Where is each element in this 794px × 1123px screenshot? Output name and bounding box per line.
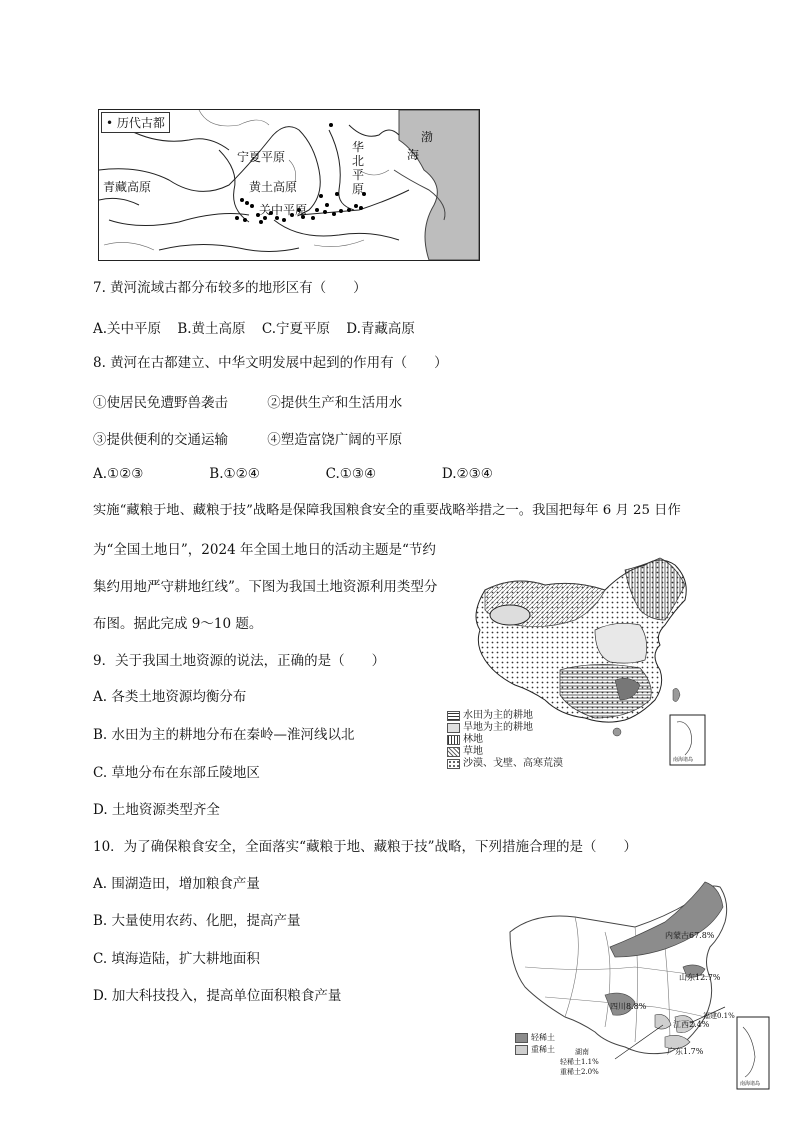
q8-option-d[interactable]: D.②③④ <box>441 466 493 482</box>
label-bohai <box>407 128 434 164</box>
legend-desert <box>447 758 563 770</box>
q8-item-3: ③提供便利的交通运输 <box>93 432 228 448</box>
grassland-swatch <box>447 747 460 757</box>
q7-option-d[interactable]: D.青藏高原 <box>346 321 415 337</box>
q7-options <box>93 317 415 337</box>
legend-ancient-capital: 历代古都 <box>116 116 165 130</box>
label-huabei-plain <box>352 140 364 196</box>
forest-swatch <box>447 735 460 745</box>
q7-option-a[interactable]: A.关中平原 <box>93 321 162 337</box>
q7-option-b[interactable]: B.黄土高原 <box>177 321 246 337</box>
legend-dryland <box>447 722 563 734</box>
q9-stem: 9．关于我国土地资源的说法，正确的是（ ） <box>93 653 386 669</box>
huabei-char-1: 华 <box>352 140 365 154</box>
label-hunan: 湖南 <box>575 1048 589 1056</box>
q7-option-c[interactable]: C.宁夏平原 <box>261 321 330 337</box>
bohai-char-2: 海 <box>407 148 420 162</box>
legend-forest <box>447 734 563 746</box>
legend-paddy-label: 水田为主的耕地 <box>463 710 533 721</box>
q9-option-b[interactable]: B. 水田为主的耕地分布在秦岭—淮河线以北 <box>93 727 355 743</box>
map2-legend <box>447 710 563 770</box>
map3-legend <box>515 1032 555 1056</box>
q8-stem: 8. 黄河在古都建立、中华文明发展中起到的作用有（ ） <box>93 355 448 371</box>
q8-option-a[interactable]: A.①②③ <box>93 466 144 482</box>
intro-line-3: 集约用地严守耕地红线”。下图为我国土地资源利用类型分 <box>93 579 438 595</box>
legend-grassland <box>447 746 563 758</box>
label-qinghai-plateau: 青藏高原 <box>103 180 152 194</box>
yellow-river-capitals-map <box>98 109 480 261</box>
label-fujian: 福建0.1% <box>703 1012 735 1020</box>
rare-earth-map <box>505 877 770 1092</box>
q8-options <box>93 466 493 482</box>
intro-line-4: 布图。据此完成 9～10 题。 <box>93 616 263 632</box>
legend-grassland-label: 草地 <box>463 746 483 757</box>
q8-option-b[interactable]: B.①②④ <box>209 466 260 482</box>
label-shandong: 山东12.7% <box>679 973 721 982</box>
huabei-char-4: 原 <box>352 182 365 196</box>
q10-option-c[interactable]: C. 填海造陆，扩大耕地面积 <box>93 951 260 967</box>
q10-option-b[interactable]: B. 大量使用农药、化肥，提高产量 <box>93 913 301 929</box>
q10-option-d[interactable]: D. 加大科技投入，提高单位面积粮食产量 <box>93 988 342 1004</box>
q8-option-c[interactable]: C.①③④ <box>325 466 377 482</box>
heavy-rare-earth-swatch <box>515 1045 528 1055</box>
legend-forest-label: 林地 <box>463 734 483 745</box>
desert-swatch <box>447 759 460 769</box>
label-neimenggu: 内蒙古67.8% <box>665 931 715 940</box>
dryland-swatch <box>447 723 460 733</box>
label-sichuan: 四川8.8% <box>610 1002 647 1011</box>
map2-inset-label: 南海诸岛 <box>673 757 694 763</box>
q8-item-1: ①使居民免遭野兽袭击 <box>93 395 228 411</box>
map3-inset-label: 南海诸岛 <box>740 1081 761 1087</box>
legend-paddy <box>447 710 563 722</box>
huabei-char-3: 平 <box>352 168 365 182</box>
label-guangdong: 广东1.7% <box>667 1047 704 1056</box>
q8-item-2: ②提供生产和生活用水 <box>267 395 403 411</box>
legend-heavy-rare-earth <box>515 1044 555 1056</box>
q9-option-d[interactable]: D. 土地资源类型齐全 <box>93 802 220 818</box>
land-resources-map <box>445 550 710 775</box>
q7-stem: 7. 黄河流域古都分布较多的地形区有（ ） <box>93 280 367 296</box>
legend-dot: • <box>106 116 114 130</box>
q8-item-4: ④塑造富饶广阔的平原 <box>267 432 403 448</box>
label-ningxia-plain: 宁夏平原 <box>237 150 286 164</box>
label-hunan-heavy: 重稀土2.0% <box>560 1068 599 1076</box>
legend-light-rare-earth <box>515 1032 555 1044</box>
q9-option-c[interactable]: C. 草地分布在东部丘陵地区 <box>93 765 260 781</box>
q8-items-row1 <box>93 391 402 411</box>
huabei-char-2: 北 <box>352 154 365 168</box>
legend-desert-label: 沙漠、戈壁、高寒荒漠 <box>463 758 563 769</box>
label-loess-plateau: 黄土高原 <box>249 180 298 194</box>
q9-option-a[interactable]: A. 各类土地资源均衡分布 <box>93 689 247 705</box>
map1-legend <box>101 112 170 133</box>
legend-heavy-rare-earth-label: 重稀土 <box>531 1045 555 1054</box>
paddy-swatch <box>447 711 460 721</box>
intro-line-1: 实施“藏粮于地、藏粮于技”战略是保障我国粮食安全的重要战略举措之一。我国把每年 6 月 25 日作 <box>93 503 681 518</box>
label-jiangxi: 江西2.4% <box>673 1020 710 1029</box>
q10-stem: 10．为了确保粮食安全，全面落实“藏粮于地、藏粮于技”战略，下列措施合理的是（ ） <box>93 839 637 855</box>
q8-items-row2 <box>93 428 402 448</box>
label-hunan-light: 轻稀土1.1% <box>560 1058 599 1066</box>
legend-light-rare-earth-label: 轻稀土 <box>531 1033 555 1042</box>
rare-earth-map-graphic <box>505 877 770 1092</box>
q10-option-a[interactable]: A. 围湖造田，增加粮食产量 <box>93 876 260 892</box>
bohai-char-1: 渤 <box>421 130 434 144</box>
light-rare-earth-swatch <box>515 1033 528 1043</box>
label-guanzhong-plain: 关中平原 <box>259 203 308 217</box>
intro-line-2: 为“全国土地日”，2024 年全国土地日的活动主题是“节约 <box>93 542 436 558</box>
legend-dryland-label: 旱地为主的耕地 <box>463 722 533 733</box>
